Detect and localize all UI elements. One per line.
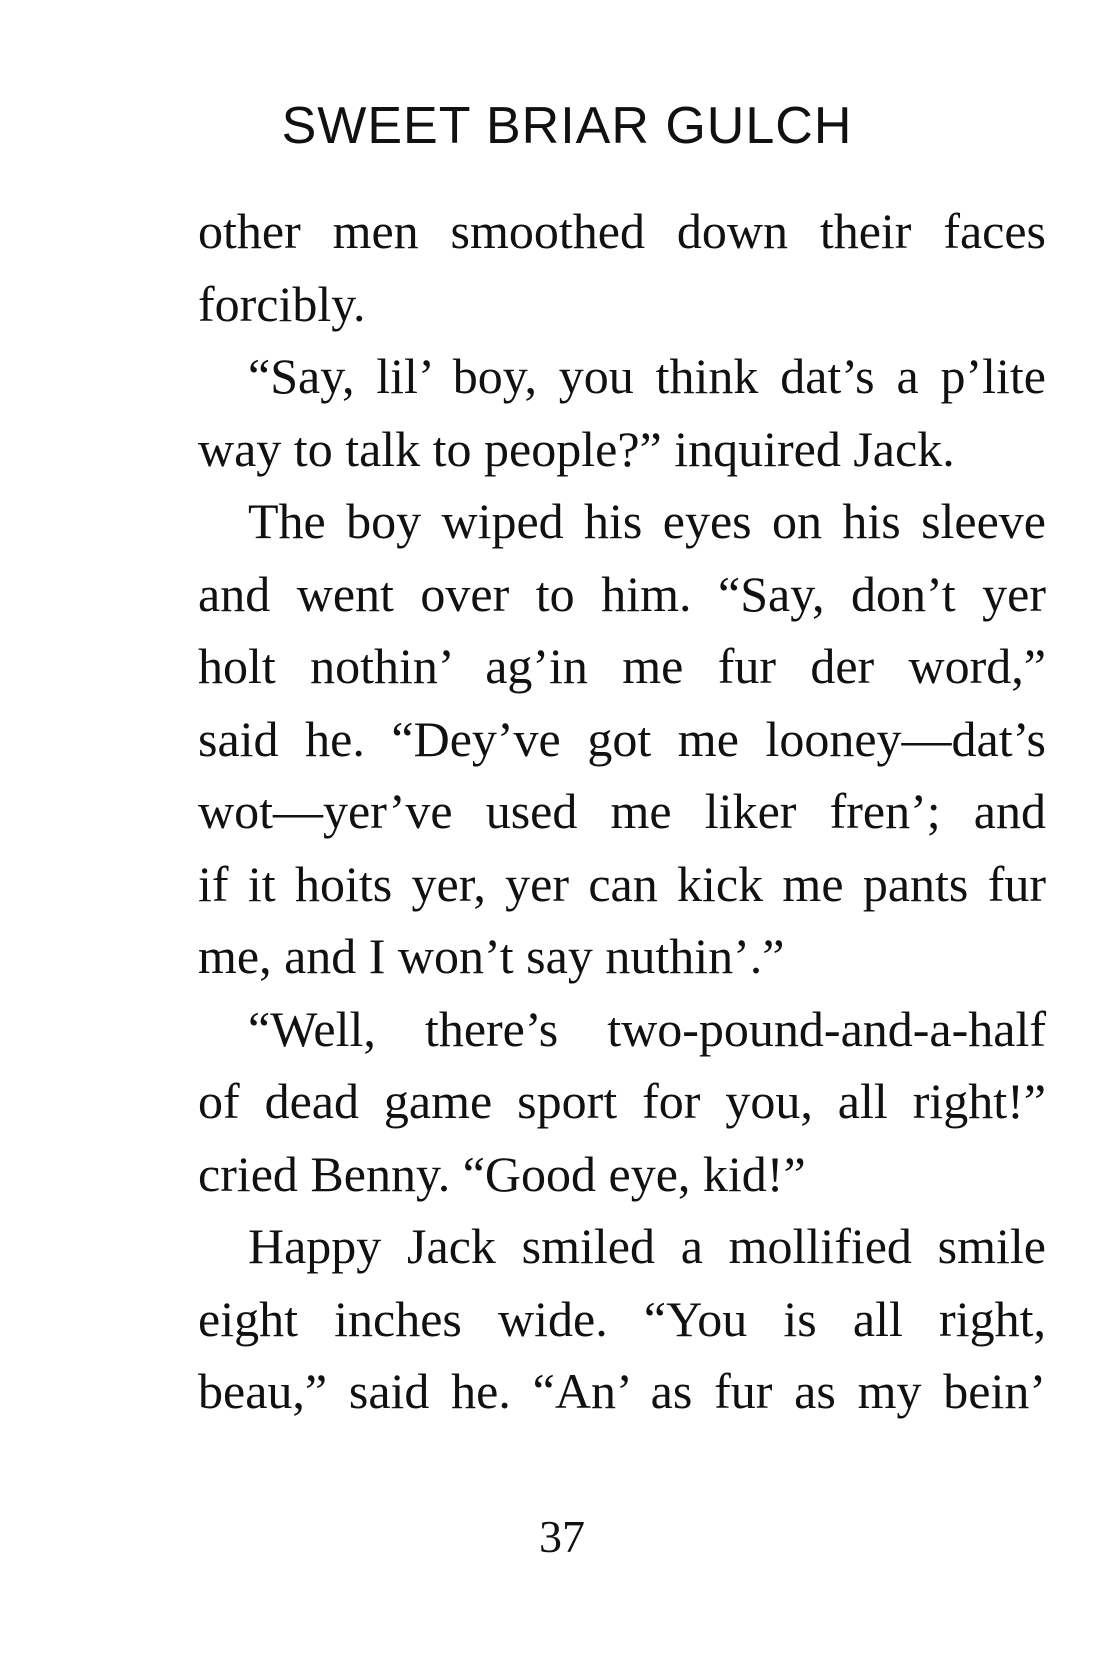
text-line: “Well, there’s two-pound-and-a-half [248,1000,1046,1057]
text-line: and went over to him. “Say, don’t yer [198,565,1046,622]
text-line: way to talk to people?” inquired Jack. [198,420,955,477]
text-line: holt nothin’ ag’in me fur der word,” [198,638,1046,694]
text-line: said he. “Dey’ve got me looney—dat’s [198,710,1046,767]
text-line: if it hoits yer, yer can kick me pants fur [198,855,1046,912]
text-line: other men smoothed down their faces [198,203,1046,259]
text-line: of dead game sport for you, all right!” [198,1073,1046,1129]
text-line: The boy wiped his eyes on his sleeve [248,493,1046,549]
text-line: cried Benny. “Good eye, kid!” [198,1145,806,1202]
text-line: eight inches wide. “You is all right, [198,1290,1046,1347]
page-number: 37 [539,1511,585,1562]
text-line: beau,” said he. “An’ as fur as my bein’ [198,1363,1046,1419]
text-line: “Say, lil’ boy, you think dat’s a p’lite [248,348,1046,404]
text-line: forcibly. [198,275,366,332]
running-head: SWEET BRIAR GULCH [281,97,853,155]
text-line: wot—yer’ve used me liker fren’; and [198,783,1046,839]
text-line: Happy Jack smiled a mollified smile [248,1218,1046,1274]
text-line: me, and I won’t say nuthin’.” [198,928,785,984]
body-text [198,195,1046,1428]
